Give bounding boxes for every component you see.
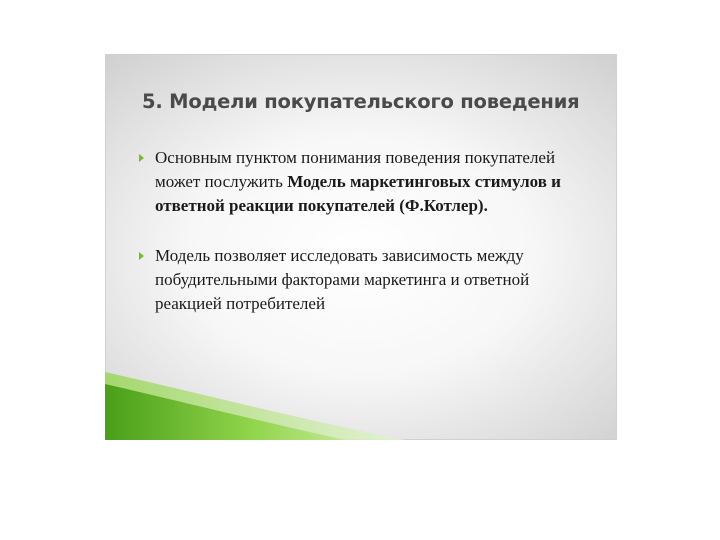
bullet-item-1 <box>137 146 597 218</box>
bullet-1-bold-text: Модель маркетинговых стимулов и ответной реакции покупателей (Ф.Котлер). <box>155 172 561 215</box>
triangle-right-icon <box>139 154 144 162</box>
bullet-item-2 <box>137 244 597 316</box>
triangle-right-icon <box>139 252 144 260</box>
bullet-2-text: Модель позволяет исследовать зависимость между побудительными факторами маркетинга и ответной реакцией потребителей <box>155 246 530 313</box>
bullet-1-text: Основным пунктом понимания поведения покупателей может послужить <box>155 148 556 191</box>
presentation-slide <box>105 54 617 440</box>
slide-title: 5. Модели покупательского поведения <box>142 90 580 113</box>
bullet-list <box>137 146 597 342</box>
